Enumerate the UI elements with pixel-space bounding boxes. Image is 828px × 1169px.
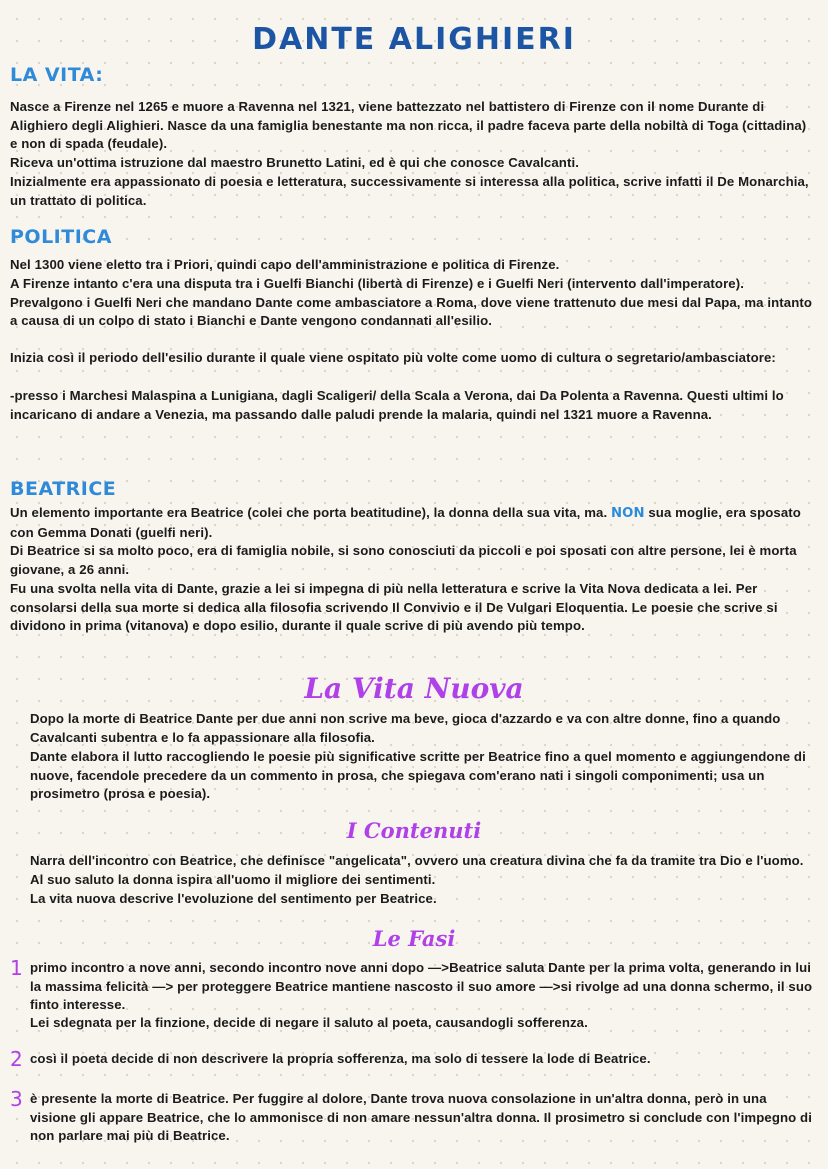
politica-paragraph-3: Inizia così il periodo dell'esilio durante il quale viene ospitato più volte come uomo di cultura o segretario/ambasciatore: bbox=[10, 350, 776, 365]
beatrice-paragraph-1b-text: sua moglie, era sposato con Gemma Donati (guelfi neri). bbox=[10, 505, 801, 540]
vita-nuova-paragraph-2: Dante elabora il lutto raccogliendo le poesie più significative scritte per Beatrice fino a quel momento e aggiungendone di nuove, facendole precedere da un commento in prosa, che spiegava com'erano nati i singoli componimenti; usa un prosimetro (prosa e poesia). bbox=[30, 749, 806, 801]
beatrice-paragraph-3: Fu una svolta nella vita di Dante, grazie a lei si impegna di più nella letteratura e scrive la Vita Nova dedicata a lei. Per consolarsi della sua morte si dedica alla filosofia scrivendo Il Convivio e il De Vulgari Eloquentia. Le poesie che scrive si dividono in prima (vitanova) e dopo esilio, durante il quale scrive di più avendo più tempo. bbox=[10, 581, 778, 633]
section-heading-vita: LA VITA: bbox=[10, 64, 104, 86]
beatrice-paragraph-2: Di Beatrice si sa molto poco, era di famiglia nobile, si sono conosciuti da piccoli e poi sposati con altre persone, lei è morta giovane, a 26 anni. bbox=[10, 543, 797, 577]
vita-nuova-paragraph-1: Dopo la morte di Beatrice Dante per due anni non scrive ma beve, gioca d'azzardo e va con altre donne, fino a quando Cavalcanti subentra e lo fa appassionare alla filosofia. bbox=[30, 711, 781, 745]
contenuti-paragraph-1: Narra dell'incontro con Beatrice, che definisce "angelicata", ovvero una creatura divina che fa da tramite tra Dio e l'uomo. Al suo saluto la donna ispira all'uomo il migliore dei sentimenti. bbox=[30, 853, 804, 887]
beatrice-non-emphasis: NON bbox=[611, 506, 645, 521]
fase-number-1: 1 bbox=[10, 956, 23, 980]
politica-paragraph-2: A Firenze intanto c'era una disputa tra i Guelfi Bianchi (libertà di Firenze) e i Guelfi Neri (intervento dall'imperatore). Prevalgono i Guelfi Neri che mandano Dante come ambasciatore a Roma, dove viene trattenuto due mesi dal Papa, ma intanto a causa di un colpo di stato i Bianchi e Dante vengono condannati all'esilio. bbox=[10, 276, 812, 328]
fase-2-text: così il poeta decide di non descrivere la propria sofferenza, ma solo di tessere la lode di Beatrice. bbox=[30, 1051, 651, 1066]
contenuti-paragraph-2: La vita nuova descrive l'evoluzione del sentimento per Beatrice. bbox=[30, 891, 437, 906]
beatrice-paragraph-1-text: Un elemento importante era Beatrice (colei che porta beatitudine), la donna della sua vita, ma bbox=[10, 505, 604, 520]
fase-number-2: 2 bbox=[10, 1047, 23, 1071]
section-heading-vita-nuova: La Vita Nuova bbox=[304, 672, 524, 705]
vita-paragraph-2: Riceva un'ottima istruzione dal maestro Brunetto Latini, ed è qui che conosce Cavalcanti. bbox=[10, 155, 579, 170]
politica-paragraph-1: Nel 1300 viene eletto tra i Priori, quindi capo dell'amministrazione e politica di Firenze. bbox=[10, 257, 560, 272]
section-heading-fasi: Le Fasi bbox=[372, 926, 456, 951]
section-heading-politica: POLITICA bbox=[10, 226, 112, 248]
section-heading-contenuti: I Contenuti bbox=[346, 818, 482, 843]
section-heading-beatrice: BEATRICE bbox=[10, 478, 117, 500]
vita-paragraph-1: Nasce a Firenze nel 1265 e muore a Ravenna nel 1321, viene battezzato nel battistero di Firenze con il nome Durante di Alighiero degli Alighieri. Nasce da una famiglia benestante ma non ricca, il padre faceva parte della nobiltà di Toga (cittadina) e non di spada (feudale). bbox=[10, 99, 807, 151]
page-title: DANTE ALIGHIERI bbox=[252, 22, 576, 57]
politica-paragraph-4: -presso i Marchesi Malaspina a Lunigiana, dagli Scaligeri/ della Scala a Verona, dai Da Polenta a Ravenna. Questi ultimi lo incaricano di andare a Venezia, ma passando dalle paludi prende la malaria, quindi nel 1321 muore a Ravenna. bbox=[10, 388, 784, 422]
fase-1-text-2: Lei sdegnata per la finzione, decide di negare il saluto al poeta, causandogli sofferenza. bbox=[30, 1015, 588, 1030]
vita-paragraph-3: Inizialmente era appassionato di poesia e letteratura, successivamente si interessa alla politica, scrive infatti il De Monarchia, un trattato di politica. bbox=[10, 174, 809, 208]
beatrice-paragraph-1: Un elemento importante era Beatrice (colei che porta beatitudine), la donna della sua vita, ma. NON sua moglie, era sposato con Gemma Donati (guelfi neri). bbox=[10, 505, 801, 540]
fase-number-3: 3 bbox=[10, 1087, 23, 1111]
fase-1-text: primo incontro a nove anni, secondo incontro nove anni dopo —>Beatrice saluta Dante per la prima volta, generando in lui la massima felicità —> per proteggere Beatrice mantiene nascosto il suo amore —>si rivolge ad una donna schermo, il suo finto interesse. bbox=[30, 960, 813, 1012]
fase-3-text: è presente la morte di Beatrice. Per fuggire al dolore, Dante trova nuova consolazione in un'altra donna, però in una visione gli appare Beatrice, che lo ammonisce di non amare nessun'altra donna. Il prosimetro si conclude con l'impegno di non parlare mai più di Beatrice. bbox=[30, 1091, 812, 1143]
